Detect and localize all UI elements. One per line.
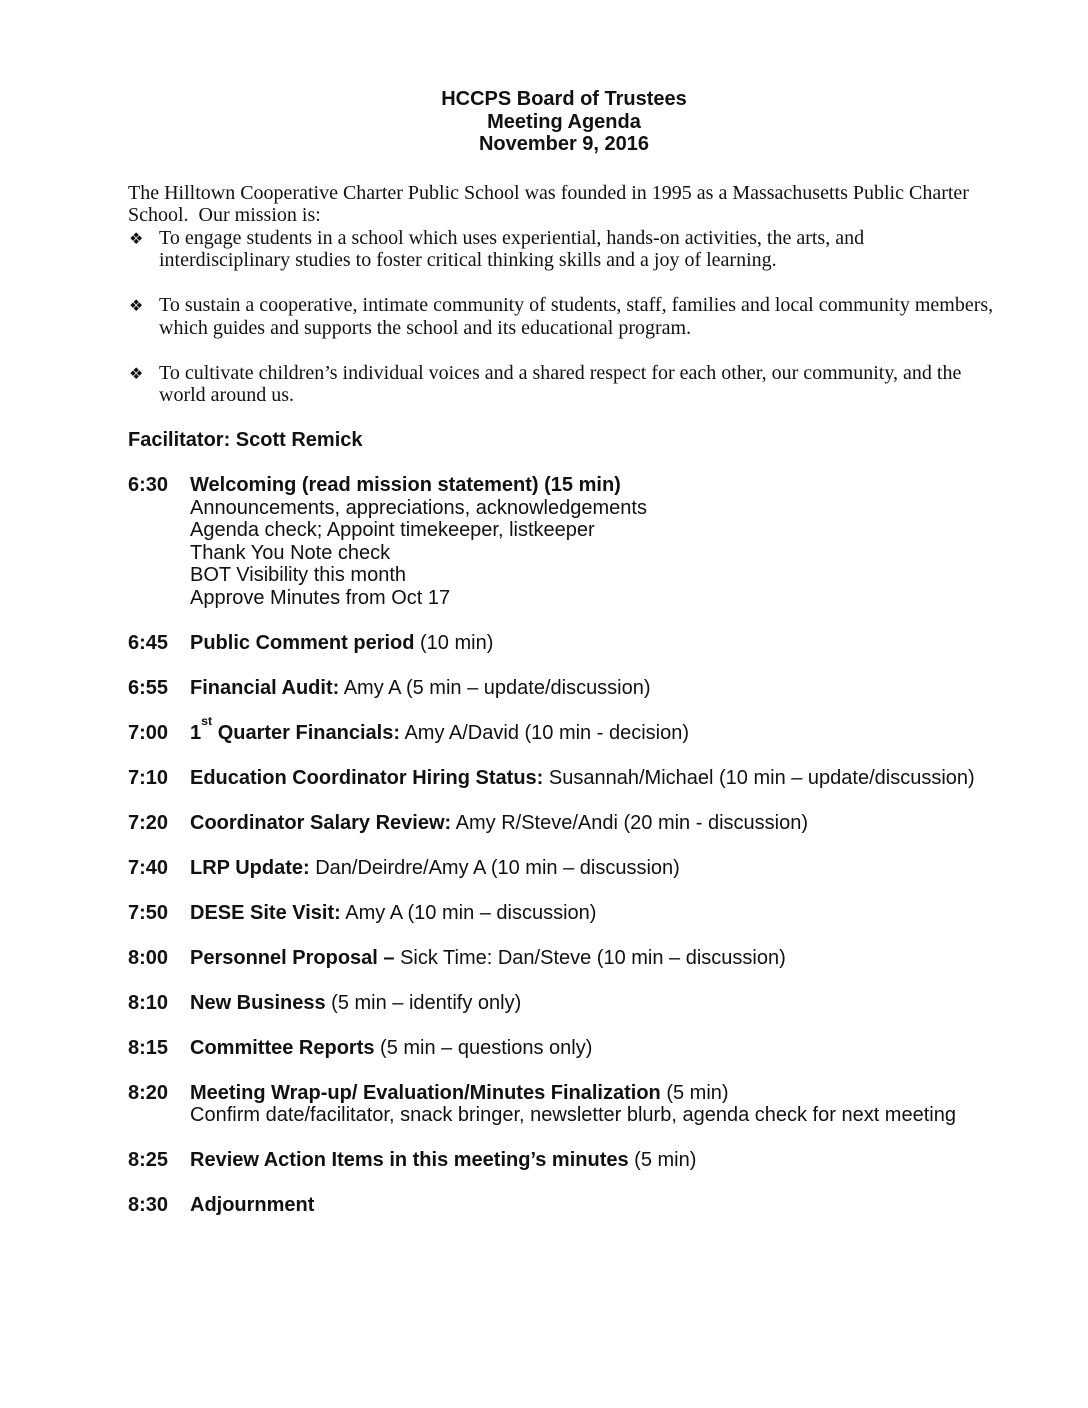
agenda-item-personnel-proposal xyxy=(128,947,1000,970)
document-title-block xyxy=(128,88,1000,156)
mission-bullet-3-text: To cultivate children’s individual voices and a shared respect for each other, our community, and the world around us. xyxy=(159,361,962,406)
agenda-title-bold: Review Action Items in this meeting’s minutes xyxy=(190,1149,629,1171)
intro-paragraph: The Hilltown Cooperative Charter Public School was founded in 1995 as a Massachusetts Public Charter School. Our mission is: xyxy=(128,181,974,226)
agenda-item-lrp-update xyxy=(128,857,1000,880)
agenda-title-bold: Meeting Wrap-up/ Evaluation/Minutes Finalization xyxy=(190,1081,661,1104)
agenda-title-rest: (5 min – questions only) xyxy=(374,1036,593,1059)
agenda-time: 6:30 xyxy=(128,474,169,496)
agenda-title-rest: Amy A (10 min – discussion) xyxy=(340,901,597,924)
ordinal-suffix: st xyxy=(201,714,213,729)
agenda-title-rest: Dan/Deirdre/Amy A (10 min – discussion) xyxy=(309,856,680,879)
agenda-title xyxy=(190,1082,1000,1105)
agenda-time: 7:00 xyxy=(128,721,169,744)
agenda-title xyxy=(190,992,1000,1015)
ordinal-number: 1 xyxy=(190,721,202,744)
agenda-item-quarter-financials xyxy=(128,714,1000,745)
agenda-title-bold: Adjournment xyxy=(190,1194,315,1216)
agenda-title-bold: Education Coordinator Hiring Status: xyxy=(190,766,544,789)
agenda-title-bold: LRP Update: xyxy=(190,856,310,879)
agenda-content xyxy=(190,1194,1000,1217)
agenda-title-bold: Public Comment period xyxy=(190,631,415,654)
agenda-time: 7:10 xyxy=(128,766,169,789)
agenda-item-ed-coordinator-hiring xyxy=(128,767,1000,790)
agenda-title xyxy=(190,474,1000,497)
agenda-subline: Approve Minutes from Oct 17 xyxy=(190,586,451,609)
agenda-title-rest: Amy A (5 min – update/discussion) xyxy=(339,676,651,699)
agenda-title xyxy=(190,632,1000,655)
agenda-title xyxy=(190,947,1000,970)
mission-bullet-2 xyxy=(128,294,1000,339)
agenda-subline: Thank You Note check xyxy=(190,541,391,564)
diamond-bullet-icon: ❖ xyxy=(129,363,144,383)
agenda-time: 6:45 xyxy=(128,631,169,654)
agenda-title-bold: DESE Site Visit: xyxy=(190,901,341,924)
agenda-title-bold: Coordinator Salary Review: xyxy=(190,811,452,834)
agenda-title-rest: Susannah/Michael (10 min – update/discussion) xyxy=(543,766,975,789)
agenda-time: 8:30 xyxy=(128,1194,169,1216)
mission-bullet-1 xyxy=(128,227,1000,272)
agenda-item-coordinator-salary xyxy=(128,812,1000,835)
agenda-title-rest: (5 min) xyxy=(628,1149,697,1171)
agenda-item-committee-reports xyxy=(128,1037,1000,1060)
agenda-subline: BOT Visibility this month xyxy=(190,564,407,586)
agenda-title xyxy=(190,1194,1000,1217)
document-title: HCCPS Board of Trustees xyxy=(441,88,687,110)
agenda-subline: Announcements, appreciations, acknowledgements xyxy=(190,496,647,519)
agenda-list xyxy=(128,474,1000,1217)
agenda-title xyxy=(190,1037,1000,1060)
agenda-content xyxy=(190,767,1000,790)
agenda-subline: Confirm date/facilitator, snack bringer, newsletter blurb, agenda check for next meeting xyxy=(190,1104,956,1126)
agenda-time: 8:25 xyxy=(128,1149,169,1171)
agenda-title-bold: Committee Reports xyxy=(190,1036,375,1059)
agenda-title xyxy=(190,767,1000,790)
agenda-content xyxy=(190,714,1000,745)
agenda-title xyxy=(190,902,1000,925)
agenda-title-bold: Welcoming (read mission statement) (15 min) xyxy=(190,474,621,496)
agenda-content xyxy=(190,1082,1000,1127)
agenda-content xyxy=(190,632,1000,655)
agenda-item-new-business xyxy=(128,992,1000,1015)
diamond-bullet-icon: ❖ xyxy=(129,228,144,248)
agenda-title-rest: (10 min) xyxy=(414,631,494,654)
agenda-item-meeting-wrapup xyxy=(128,1082,1000,1127)
agenda-time: 8:10 xyxy=(128,991,169,1014)
agenda-item-review-action-items xyxy=(128,1149,1000,1172)
agenda-time: 7:20 xyxy=(128,811,169,834)
agenda-content xyxy=(190,812,1000,835)
agenda-title xyxy=(190,812,1000,835)
agenda-title-rest: Sick Time: Dan/Steve (10 min – discussion) xyxy=(394,946,786,969)
document-date: November 9, 2016 xyxy=(478,133,650,155)
agenda-content xyxy=(190,1149,1000,1172)
agenda-content xyxy=(190,857,1000,880)
agenda-title-rest: (5 min – identify only) xyxy=(325,991,522,1014)
agenda-title-bold: Personnel Proposal – xyxy=(190,946,395,969)
agenda-item-public-comment xyxy=(128,632,1000,655)
agenda-item-dese-site-visit xyxy=(128,902,1000,925)
agenda-title-bold-text: Quarter Financials: xyxy=(212,721,400,744)
agenda-time: 8:00 xyxy=(128,946,169,969)
agenda-time: 7:40 xyxy=(128,856,169,879)
mission-bullet-2-text: To sustain a cooperative, intimate community of students, staff, families and local community members, which guides and supports the school and its educational program. xyxy=(159,294,994,339)
agenda-title-rest: Amy A/David (10 min - decision) xyxy=(400,721,689,744)
agenda-subline: Agenda check; Appoint timekeeper, listkeeper xyxy=(190,519,595,541)
agenda-content xyxy=(190,1037,1000,1060)
agenda-content xyxy=(190,992,1000,1015)
mission-bullet-1-text: To engage students in a school which uses experiential, hands-on activities, the arts, and interdisciplinary studies to foster critical thinking skills and a joy of learning. xyxy=(159,226,865,271)
agenda-title-rest: Amy R/Steve/Andi (20 min - discussion) xyxy=(451,811,808,834)
agenda-title-bold: New Business xyxy=(190,991,326,1014)
document-subtitle: Meeting Agenda xyxy=(487,110,641,133)
agenda-title xyxy=(190,677,1000,700)
agenda-title-bold: Financial Audit: xyxy=(190,676,340,699)
agenda-item-financial-audit xyxy=(128,677,1000,700)
agenda-title-bold xyxy=(190,714,400,744)
diamond-bullet-icon: ❖ xyxy=(129,296,144,315)
agenda-item-welcoming xyxy=(128,474,1000,609)
agenda-content xyxy=(190,902,1000,925)
agenda-title xyxy=(190,1149,1000,1172)
facilitator-line: Facilitator: Scott Remick xyxy=(128,429,363,451)
agenda-content xyxy=(190,947,1000,970)
agenda-time: 6:55 xyxy=(128,676,169,699)
agenda-title xyxy=(190,714,1000,745)
agenda-time: 8:20 xyxy=(128,1081,169,1104)
agenda-time: 7:50 xyxy=(128,901,169,924)
agenda-content xyxy=(190,474,1000,609)
agenda-title-rest: (5 min) xyxy=(660,1081,729,1104)
mission-bullet-3 xyxy=(128,362,1000,407)
agenda-title xyxy=(190,857,1000,880)
agenda-content xyxy=(190,677,1000,700)
agenda-item-adjournment xyxy=(128,1194,1000,1217)
agenda-time: 8:15 xyxy=(128,1036,169,1059)
